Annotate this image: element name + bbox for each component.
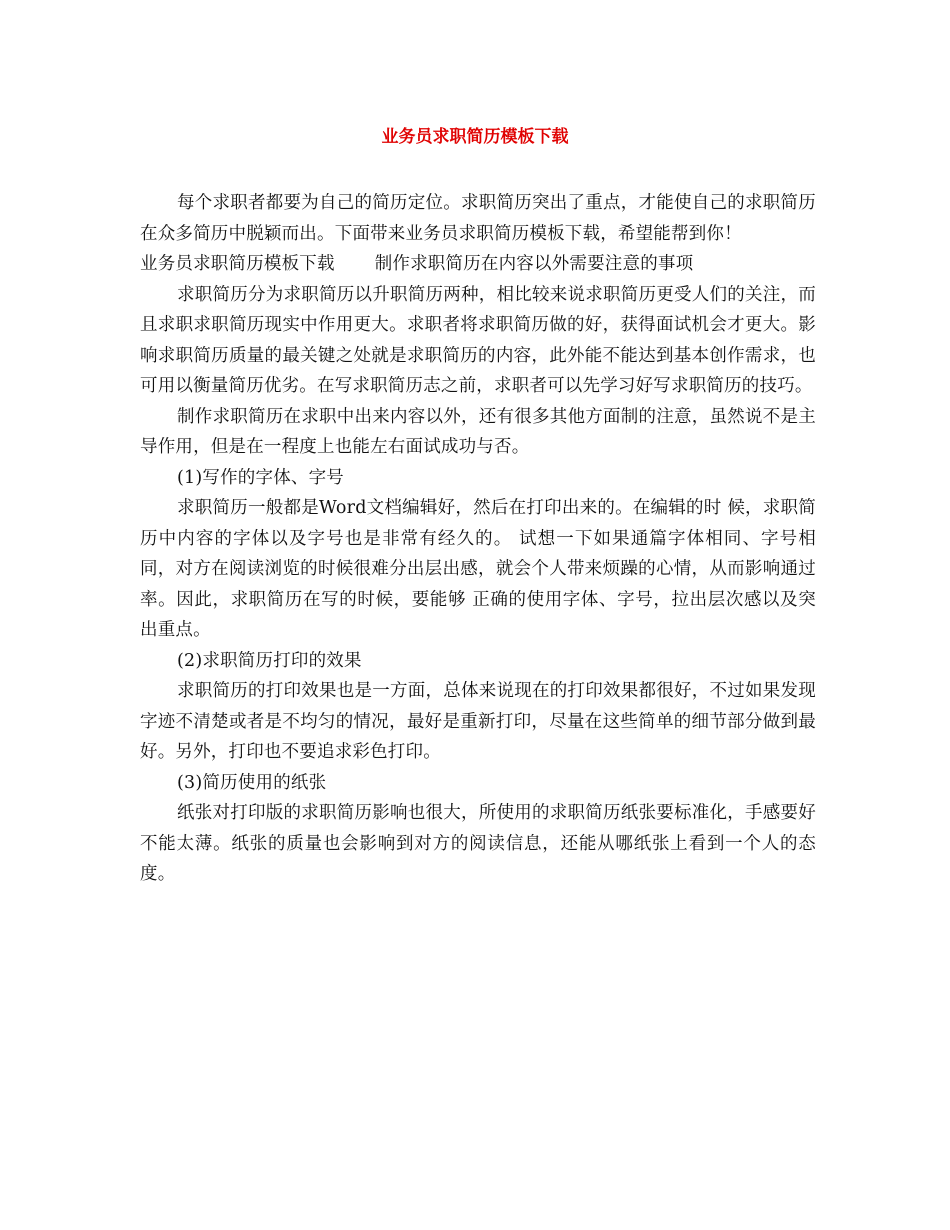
- paragraph-font: 求职简历一般都是Word文档编辑好，然后在打印出来的。在编辑的时 候，求职简历中内容的字体以及字号也是非常有经久的。 试想一下如果通篇字体相同、字号相同，对方在阅读浏览的时候很难分出层出感，就会个人带来烦躁的心情，从而影响通过率。因此，求职简历在写的时候，要能够 正确的使用字体、字号，拉出层次感以及突出重点。: [140, 498, 816, 640]
- paragraph-other-notes: 制作求职简历在求职中出来内容以外，还有很多其他方面制的注意，虽然说不是主导作用，但是在一程度上也能左右面试成功与否。: [140, 406, 816, 457]
- subheading-paper: (3)简历使用的纸张: [177, 772, 327, 793]
- heading-line-left: 业务员求职简历模板下载: [140, 254, 335, 274]
- document-body: [140, 188, 816, 890]
- subheading-font: (1)写作的字体、字号: [177, 467, 344, 488]
- subheading-print: (2)求职简历打印的效果: [177, 650, 362, 671]
- heading-line-right: 制作求职简历在内容以外需要注意的事项: [374, 254, 694, 274]
- document-title: 业务员求职简历模板下载: [381, 127, 569, 147]
- paragraph-paper: 纸张对打印版的求职简历影响也很大，所使用的求职简历纸张要标准化，手感要好不能太薄。纸张的质量也会影响到对方的阅读信息，还能从哪纸张上看到一个人的态度。: [140, 803, 816, 884]
- paragraph-intro: 每个求职者都要为自己的简历定位。求职简历突出了重点，才能使自己的求职简历在众多简历中脱颖而出。下面带来业务员求职简历模板下载，希望能帮到你！: [140, 193, 816, 244]
- paragraph-print: 求职简历的打印效果也是一方面，总体来说现在的打印效果都很好，不过如果发现字迹不清楚或者是不均匀的情况，最好是重新打印，尽量在这些简单的细节部分做到最好。另外，打印也不要追求彩色打印。: [140, 681, 816, 762]
- paragraph-heading-line: [140, 249, 816, 280]
- paragraph-resume-types: 求职简历分为求职简历以升职简历两种，相比较来说求职简历更受人们的关注，而且求职求职简历现实中作用更大。求职者将求职简历做的好，获得面试机会才更大。影响求职简历质量的最关键之处就是求职简历的内容，此外能不能达到基本创作需求，也可用以衡量简历优劣。在写求职简历志之前，求职者可以先学习好写求职简历的技巧。: [140, 284, 816, 396]
